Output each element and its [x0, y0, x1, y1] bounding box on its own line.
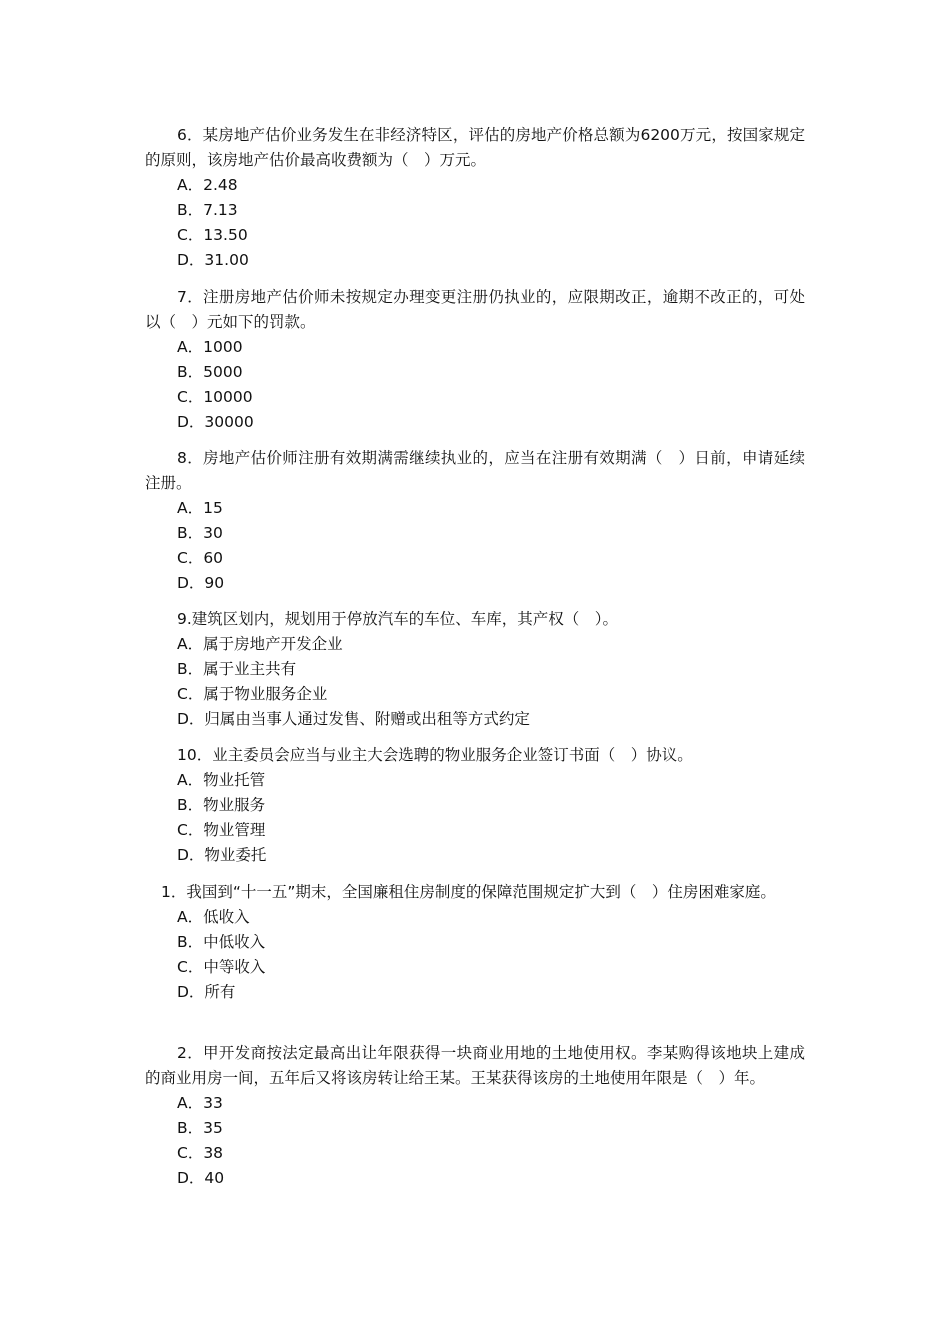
- question-stem: 1．我国到“十一五”期末，全国廉租住房制度的保障范围规定扩大到（ ）住房困难家庭。: [161, 883, 776, 901]
- option-b: B．属于业主共有: [177, 660, 297, 678]
- question-stem: 9.建筑区划内，规划用于停放汽车的车位、车库，其产权（ ）。: [177, 610, 619, 628]
- option-b: B．35: [177, 1119, 223, 1137]
- question-8: [145, 446, 805, 596]
- option-d: D．31.00: [177, 251, 249, 269]
- question-6: [145, 123, 805, 273]
- option-b: B．物业服务: [177, 796, 266, 814]
- option-a: A．物业托管: [177, 771, 266, 789]
- option-d: D．所有: [177, 983, 236, 1001]
- option-c: C．物业管理: [177, 821, 266, 839]
- question-7: [145, 285, 805, 435]
- option-d: D．物业委托: [177, 846, 267, 864]
- question-stem: 10．业主委员会应当与业主大会选聘的物业服务企业签订书面（ ）协议。: [177, 746, 693, 764]
- question-stem: 8．房地产估价师注册有效期满需继续执业的，应当在注册有效期满（ ）日前，申请延续注册。: [145, 449, 805, 492]
- option-b: B．30: [177, 524, 223, 542]
- question-stem: 7．注册房地产估价师未按规定办理变更注册仍执业的，应限期改正，逾期不改正的，可处以（ ）元如下的罚款。: [145, 288, 805, 331]
- question-2: [145, 1041, 805, 1191]
- option-d: D．40: [177, 1169, 225, 1187]
- option-c: C．属于物业服务企业: [177, 685, 328, 703]
- option-a: A．低收入: [177, 908, 250, 926]
- option-a: A．属于房地产开发企业: [177, 635, 343, 653]
- option-b: B．5000: [177, 363, 243, 381]
- question-1: [145, 880, 805, 1005]
- question-stem: 6．某房地产估价业务发生在非经济特区，评估的房地产价格总额为6200万元，按国家规定的原则，该房地产估价最高收费额为（ ）万元。: [145, 126, 805, 169]
- option-c: C．中等收入: [177, 958, 266, 976]
- option-c: C．13.50: [177, 226, 248, 244]
- option-c: C．10000: [177, 388, 253, 406]
- question-stem: 2．甲开发商按法定最高出让年限获得一块商业用地的土地使用权。李某购得该地块上建成的商业用房一间，五年后又将该房转让给王某。王某获得该房的土地使用年限是（ ）年。: [145, 1044, 805, 1087]
- option-a: A．2.48: [177, 176, 238, 194]
- option-a: A．33: [177, 1094, 223, 1112]
- option-a: A．15: [177, 499, 223, 517]
- option-b: B．中低收入: [177, 933, 266, 951]
- question-9: [145, 607, 805, 732]
- option-d: D．30000: [177, 413, 254, 431]
- question-10: [145, 743, 805, 868]
- option-d: D．归属由当事人通过发售、附赠或出租等方式约定: [177, 710, 530, 728]
- option-a: A．1000: [177, 338, 243, 356]
- option-c: C．60: [177, 549, 224, 567]
- option-d: D．90: [177, 574, 225, 592]
- option-c: C．38: [177, 1144, 224, 1162]
- option-b: B．7.13: [177, 201, 238, 219]
